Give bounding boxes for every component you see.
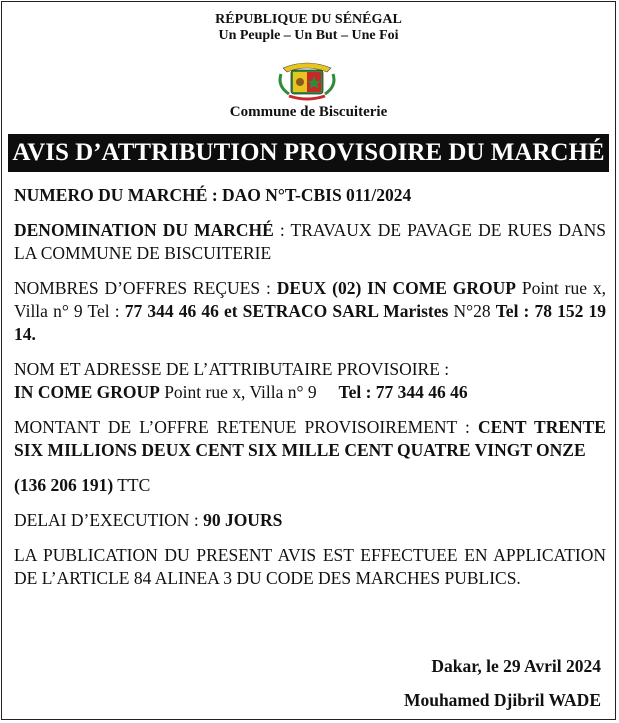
notice-frame bbox=[1, 1, 616, 720]
offers-received bbox=[14, 277, 606, 346]
offers-label: NOMBRES D’OFFRES REÇUES : bbox=[14, 278, 277, 298]
offer-amount bbox=[14, 416, 606, 462]
offers-count: DEUX (02) IN COME GROUP bbox=[276, 278, 516, 298]
market-number: NUMERO DU MARCHÉ : DAO N°T-CBIS 011/2024 bbox=[14, 185, 412, 205]
execution-delay bbox=[14, 509, 606, 532]
awardee-label: NOM ET ADRESSE DE L’ATTRIBUTAIRE PROVISOIRE : bbox=[14, 359, 450, 379]
place-date: Dakar, le 29 Avril 2024 bbox=[431, 656, 601, 676]
signatory-name: Mouhamed Djibril WADE bbox=[403, 690, 601, 710]
offers-bidder-2: 77 344 46 46 et SETRACO SARL Maristes bbox=[124, 301, 449, 321]
motto: Un Peuple – Un But – Une Foi bbox=[218, 28, 399, 43]
amount-number: (136 206 191) bbox=[14, 475, 114, 495]
offers-address-2: N°28 bbox=[448, 301, 496, 321]
offers-address-1: Point rue x, Villa n° 9 Tel : bbox=[14, 278, 606, 321]
awardee-tel: Tel : 77 344 46 46 bbox=[338, 382, 468, 402]
notice-title-banner: AVIS D’ATTRIBUTION PROVISOIRE DU MARCHÉ bbox=[8, 134, 609, 172]
amount-label: MONTANT DE L’OFFRE RETENUE PROVISOIREMENT : bbox=[14, 417, 478, 437]
delay-label: DELAI D’EXECUTION : bbox=[14, 510, 204, 530]
denomination-label: DENOMINATION DU MARCHÉ bbox=[14, 220, 274, 240]
denomination-value: : TRAVAUX DE PAVAGE DE RUES DANS LA COMMUNE DE BISCUITERIE bbox=[14, 220, 606, 263]
market-denomination bbox=[14, 219, 606, 265]
offers-tel-2: Tel : 78 152 19 14. bbox=[14, 301, 606, 344]
publication-note: LA PUBLICATION DU PRESENT AVIS EST EFFECTUEE EN APPLICATION DE L’ARTICLE 84 ALINEA 3 DU CODE DES MARCHES PUBLICS. bbox=[14, 545, 606, 588]
amount-ttc: TTC bbox=[113, 475, 151, 495]
offer-amount-figure bbox=[14, 474, 606, 497]
commune-name: Commune de Biscuiterie bbox=[229, 104, 388, 120]
provisional-awardee bbox=[14, 358, 606, 404]
coat-of-arms-emblem bbox=[275, 58, 339, 102]
notice-body bbox=[14, 184, 606, 602]
delay-value: 90 JOURS bbox=[203, 510, 283, 530]
awardee-name: IN COME GROUP bbox=[14, 382, 160, 402]
header bbox=[2, 12, 615, 44]
republic-title: RÉPUBLIQUE DU SÉNÉGAL bbox=[215, 12, 402, 27]
amount-words: CENT TRENTE SIX MILLIONS DEUX CENT SIX MILLE CENT QUATRE VINGT ONZE bbox=[14, 417, 606, 460]
awardee-address: Point rue x, Villa n° 9 bbox=[159, 382, 317, 402]
